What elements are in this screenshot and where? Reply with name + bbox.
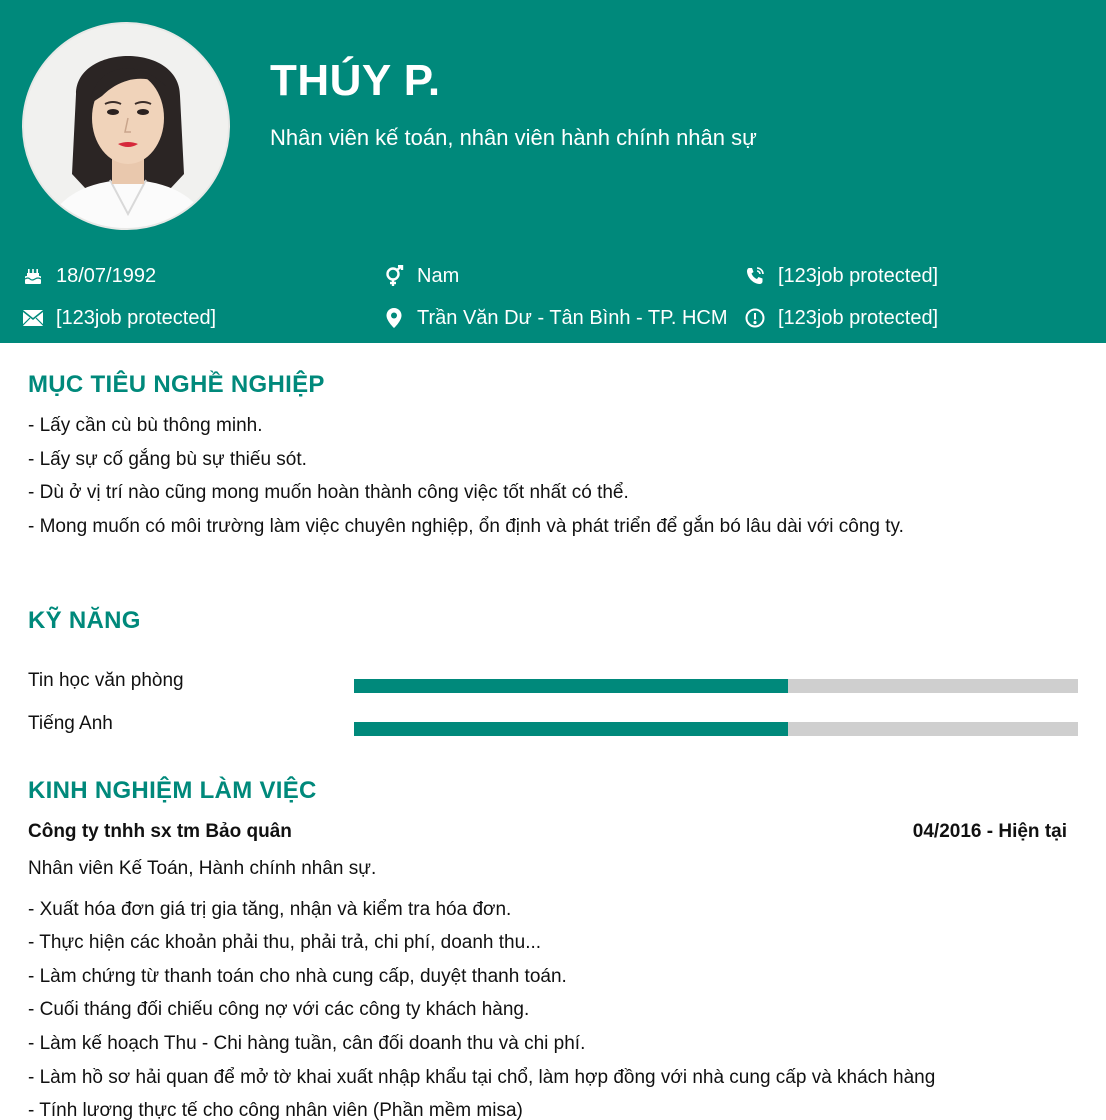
info-address bbox=[383, 305, 728, 331]
task-line: - Làm chứng từ thanh toán cho nhà cung cấp, duyệt thanh toán. bbox=[28, 966, 567, 987]
task-line: - Xuất hóa đơn giá trị gia tăng, nhận và kiểm tra hóa đơn. bbox=[28, 899, 512, 920]
other-value: [123job protected] bbox=[778, 306, 939, 329]
map-pin-icon bbox=[383, 307, 405, 329]
phone-icon bbox=[744, 265, 766, 287]
cv-header bbox=[0, 0, 1106, 343]
phone-value: [123job protected] bbox=[778, 264, 939, 287]
info-gender bbox=[383, 263, 459, 289]
objective-line: - Mong muốn có môi trường làm việc chuyên nghiệp, ổn định và phát triển để gắn bó lâu dài với công ty. bbox=[28, 516, 904, 537]
task-line: - Làm hồ sơ hải quan để mở tờ khai xuất nhập khẩu tại chổ, làm hợp đồng với nhà cung cấp và khách hàng bbox=[28, 1067, 936, 1088]
gender-icon bbox=[383, 265, 405, 287]
task-line: - Tính lương thực tế cho công nhân viên (Phần mềm misa) bbox=[28, 1100, 523, 1120]
skill-bar bbox=[354, 679, 1078, 693]
skill-bar-fill bbox=[354, 679, 788, 693]
gender-value: Nam bbox=[417, 264, 460, 287]
skill-label: Tiếng Anh bbox=[28, 713, 113, 734]
birthday-value: 18/07/1992 bbox=[56, 264, 157, 287]
info-birthday bbox=[22, 263, 156, 289]
objective-heading: MỤC TIÊU NGHỀ NGHIỆP bbox=[28, 371, 325, 398]
task-line: - Thực hiện các khoản phải thu, phải trả, chi phí, doanh thu... bbox=[28, 932, 542, 953]
envelope-icon bbox=[22, 307, 44, 329]
experience-heading: KINH NGHIỆM LÀM VIỆC bbox=[28, 777, 317, 804]
cake-icon bbox=[22, 265, 44, 287]
candidate-position: Nhân viên kế toán, nhân viên hành chính nhân sự bbox=[270, 125, 757, 150]
task-line: - Cuối tháng đối chiếu công nợ với các công ty khách hàng. bbox=[28, 999, 530, 1020]
company-name: Công ty tnhh sx tm Bảo quân bbox=[28, 821, 292, 842]
email-value: [123job protected] bbox=[56, 306, 217, 329]
task-line: - Làm kế hoạch Thu - Chi hàng tuần, cân đối doanh thu và chi phí. bbox=[28, 1033, 586, 1054]
skill-label: Tin học văn phòng bbox=[28, 670, 184, 691]
info-email bbox=[22, 305, 216, 331]
address-value: Trần Văn Dư - Tân Bình - TP. HCM bbox=[417, 306, 728, 329]
profile-photo bbox=[22, 22, 230, 230]
skills-heading: KỸ NĂNG bbox=[28, 607, 141, 634]
skill-bar-fill bbox=[354, 722, 788, 736]
info-circle-icon bbox=[744, 307, 766, 329]
skill-bar bbox=[354, 722, 1078, 736]
candidate-name: THÚY P. bbox=[270, 56, 441, 105]
info-phone bbox=[744, 263, 938, 289]
job-role: Nhân viên Kế Toán, Hành chính nhân sự. bbox=[28, 858, 377, 879]
objective-line: - Dù ở vị trí nào cũng mong muốn hoàn thành công việc tốt nhất có thể. bbox=[28, 482, 629, 503]
objective-line: - Lấy sự cố gắng bù sự thiếu sót. bbox=[28, 449, 307, 470]
objective-line: - Lấy cần cù bù thông minh. bbox=[28, 415, 263, 436]
work-period: 04/2016 - Hiện tại bbox=[912, 821, 1067, 842]
info-other bbox=[744, 305, 938, 331]
